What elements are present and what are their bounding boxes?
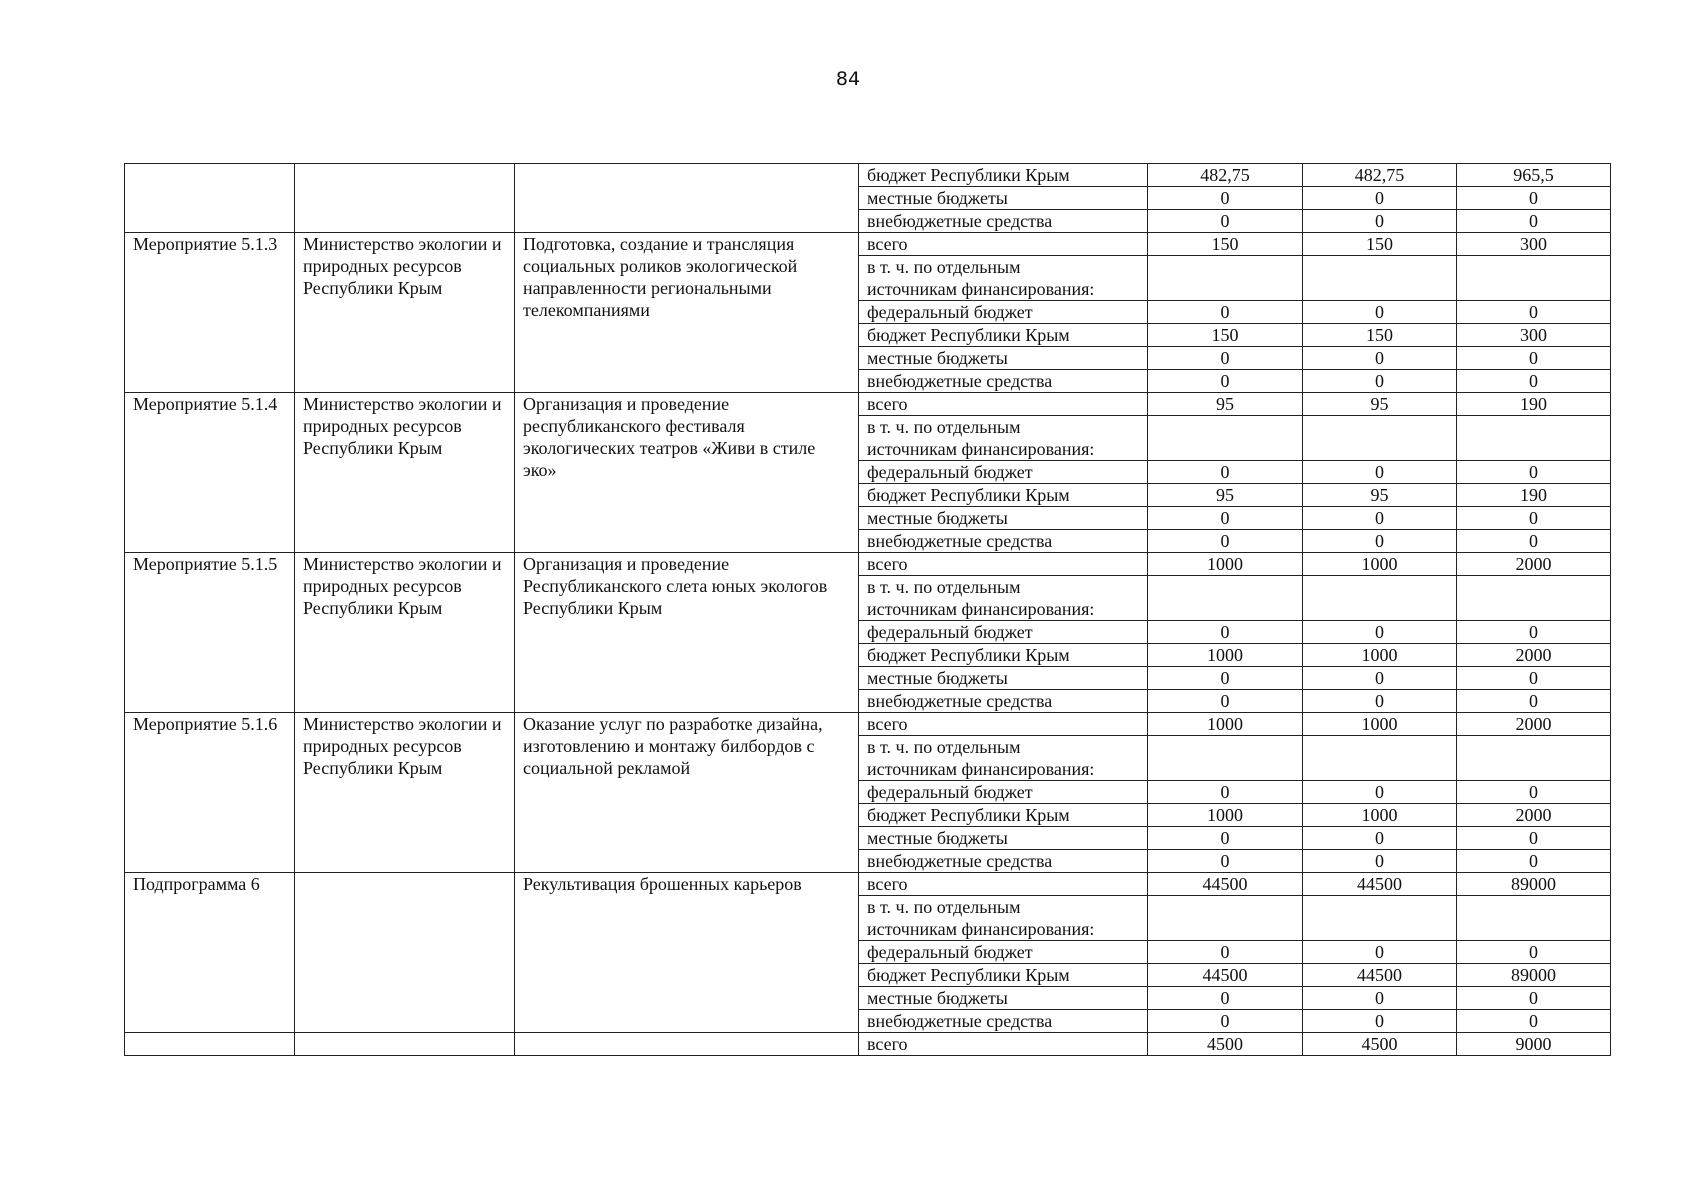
source-line: в т. ч. по отдельным (867, 577, 1021, 597)
value-cell: 0 (1457, 941, 1611, 964)
value-cell: 150 (1148, 324, 1303, 347)
source-cell: бюджет Республики Крым (859, 644, 1148, 667)
source-cell: местные бюджеты (859, 507, 1148, 530)
value-cell: 1000 (1303, 713, 1457, 736)
source-cell: всего (859, 1033, 1148, 1056)
value-cell: 44500 (1148, 964, 1303, 987)
value-cell: 9000 (1457, 1033, 1611, 1056)
source-line: источникам финансирования: (867, 439, 1095, 459)
value-cell: 4500 (1148, 1033, 1303, 1056)
value-cell: 2000 (1457, 713, 1611, 736)
value-cell: 44500 (1303, 873, 1457, 896)
value-cell: 89000 (1457, 964, 1611, 987)
value-cell: 44500 (1148, 873, 1303, 896)
value-cell: 95 (1303, 484, 1457, 507)
executor-cell: Министерство экологии и природных ресурсов Республики Крым (295, 553, 515, 713)
value-cell: 0 (1457, 781, 1611, 804)
value-cell: 0 (1303, 301, 1457, 324)
value-cell: 89000 (1457, 873, 1611, 896)
event-cell: Подпрограмма 6 (125, 873, 295, 1033)
value-cell (1148, 416, 1303, 461)
source-cell: местные бюджеты (859, 987, 1148, 1010)
value-cell (1148, 736, 1303, 781)
value-cell: 0 (1457, 850, 1611, 873)
source-cell: внебюджетные средства (859, 690, 1148, 713)
source-line: в т. ч. по отдельным (867, 417, 1021, 437)
value-cell: 0 (1148, 210, 1303, 233)
source-line: в т. ч. по отдельным (867, 737, 1021, 757)
value-cell: 150 (1303, 324, 1457, 347)
source-cell: бюджет Республики Крым (859, 324, 1148, 347)
value-cell: 2000 (1457, 644, 1611, 667)
source-cell: федеральный бюджет (859, 621, 1148, 644)
table-body (125, 164, 1611, 1056)
executor-cell: Министерство экологии и природных ресурсов Республики Крым (295, 233, 515, 393)
source-cell: всего (859, 713, 1148, 736)
value-cell: 95 (1303, 393, 1457, 416)
source-cell: всего (859, 873, 1148, 896)
value-cell: 0 (1303, 941, 1457, 964)
value-cell: 1000 (1303, 553, 1457, 576)
value-cell: 0 (1457, 667, 1611, 690)
source-cell: бюджет Республики Крым (859, 964, 1148, 987)
source-cell: местные бюджеты (859, 347, 1148, 370)
value-cell: 0 (1148, 850, 1303, 873)
value-cell: 150 (1303, 233, 1457, 256)
value-cell: 0 (1303, 781, 1457, 804)
value-cell: 44500 (1303, 964, 1457, 987)
source-cell: внебюджетные средства (859, 210, 1148, 233)
value-cell: 0 (1148, 667, 1303, 690)
value-cell (1148, 576, 1303, 621)
value-cell (1303, 736, 1457, 781)
value-cell (1148, 896, 1303, 941)
value-cell: 0 (1457, 370, 1611, 393)
source-cell: всего (859, 233, 1148, 256)
value-cell (1148, 256, 1303, 301)
source-line: источникам финансирования: (867, 919, 1095, 939)
source-cell: внебюджетные средства (859, 530, 1148, 553)
value-cell: 150 (1148, 233, 1303, 256)
table-row (125, 553, 1611, 576)
value-cell (1457, 736, 1611, 781)
description-cell: Организация и проведение Республиканского слета юных экологов Республики Крым (515, 553, 859, 713)
value-cell: 0 (1148, 941, 1303, 964)
value-cell: 0 (1303, 1010, 1457, 1033)
value-cell: 0 (1148, 461, 1303, 484)
value-cell: 0 (1303, 370, 1457, 393)
value-cell: 1000 (1303, 804, 1457, 827)
value-cell: 1000 (1148, 644, 1303, 667)
value-cell: 0 (1148, 1010, 1303, 1033)
value-cell: 95 (1148, 484, 1303, 507)
funding-table (124, 163, 1611, 1056)
value-cell: 482,75 (1148, 164, 1303, 187)
source-line: источникам финансирования: (867, 599, 1095, 619)
value-cell: 1000 (1148, 804, 1303, 827)
source-cell (859, 896, 1148, 941)
table-row (125, 1033, 1611, 1056)
event-cell: Мероприятие 5.1.4 (125, 393, 295, 553)
value-cell: 0 (1148, 690, 1303, 713)
source-cell: внебюджетные средства (859, 370, 1148, 393)
value-cell (1303, 256, 1457, 301)
source-cell: всего (859, 553, 1148, 576)
value-cell: 2000 (1457, 804, 1611, 827)
value-cell: 0 (1148, 530, 1303, 553)
source-cell: внебюджетные средства (859, 1010, 1148, 1033)
table-row (125, 713, 1611, 736)
value-cell: 0 (1457, 507, 1611, 530)
value-cell: 0 (1457, 827, 1611, 850)
source-line: источникам финансирования: (867, 279, 1095, 299)
value-cell: 0 (1303, 667, 1457, 690)
value-cell: 0 (1457, 621, 1611, 644)
source-cell: федеральный бюджет (859, 781, 1148, 804)
table-row (125, 233, 1611, 256)
event-cell: Мероприятие 5.1.3 (125, 233, 295, 393)
value-cell: 0 (1148, 301, 1303, 324)
value-cell: 0 (1303, 187, 1457, 210)
source-cell: федеральный бюджет (859, 941, 1148, 964)
value-cell: 2000 (1457, 553, 1611, 576)
table-row (125, 393, 1611, 416)
source-cell (859, 736, 1148, 781)
executor-cell (295, 873, 515, 1033)
source-cell: федеральный бюджет (859, 461, 1148, 484)
value-cell (1457, 576, 1611, 621)
value-cell: 0 (1303, 827, 1457, 850)
value-cell: 965,5 (1457, 164, 1611, 187)
source-cell: федеральный бюджет (859, 301, 1148, 324)
value-cell: 0 (1457, 690, 1611, 713)
value-cell: 0 (1303, 530, 1457, 553)
event-cell: Мероприятие 5.1.6 (125, 713, 295, 873)
source-cell: бюджет Республики Крым (859, 484, 1148, 507)
source-cell: местные бюджеты (859, 187, 1148, 210)
source-cell: местные бюджеты (859, 667, 1148, 690)
value-cell: 1000 (1148, 553, 1303, 576)
description-cell (515, 1033, 859, 1056)
description-cell (515, 164, 859, 233)
source-line: в т. ч. по отдельным (867, 897, 1021, 917)
value-cell (1457, 256, 1611, 301)
value-cell: 1000 (1148, 713, 1303, 736)
source-cell: всего (859, 393, 1148, 416)
executor-cell: Министерство экологии и природных ресурсов Республики Крым (295, 393, 515, 553)
source-cell: бюджет Республики Крым (859, 804, 1148, 827)
value-cell: 0 (1148, 621, 1303, 644)
description-cell: Оказание услуг по разработке дизайна, изготовлению и монтажу билбордов с социальной рекламой (515, 713, 859, 873)
event-cell (125, 1033, 295, 1056)
value-cell: 482,75 (1303, 164, 1457, 187)
source-cell: местные бюджеты (859, 827, 1148, 850)
value-cell: 0 (1148, 347, 1303, 370)
value-cell: 0 (1457, 187, 1611, 210)
value-cell: 0 (1303, 461, 1457, 484)
value-cell: 4500 (1303, 1033, 1457, 1056)
source-cell: внебюджетные средства (859, 850, 1148, 873)
value-cell: 0 (1303, 690, 1457, 713)
value-cell: 0 (1457, 301, 1611, 324)
source-line: в т. ч. по отдельным (867, 257, 1021, 277)
value-cell: 0 (1303, 621, 1457, 644)
table-row (125, 164, 1611, 187)
source-cell (859, 256, 1148, 301)
value-cell: 190 (1457, 393, 1611, 416)
source-cell (859, 416, 1148, 461)
event-cell (125, 164, 295, 233)
value-cell: 0 (1457, 461, 1611, 484)
source-cell: бюджет Республики Крым (859, 164, 1148, 187)
value-cell: 0 (1457, 1010, 1611, 1033)
value-cell: 0 (1148, 507, 1303, 530)
table-row (125, 873, 1611, 896)
value-cell: 0 (1148, 827, 1303, 850)
executor-cell (295, 1033, 515, 1056)
source-cell (859, 576, 1148, 621)
executor-cell (295, 164, 515, 233)
description-cell: Рекультивация брошенных карьеров (515, 873, 859, 1033)
value-cell: 95 (1148, 393, 1303, 416)
value-cell: 0 (1457, 530, 1611, 553)
value-cell: 300 (1457, 233, 1611, 256)
value-cell: 190 (1457, 484, 1611, 507)
value-cell: 0 (1457, 347, 1611, 370)
value-cell (1303, 576, 1457, 621)
value-cell: 0 (1303, 507, 1457, 530)
value-cell: 0 (1303, 987, 1457, 1010)
value-cell: 0 (1148, 370, 1303, 393)
value-cell: 1000 (1303, 644, 1457, 667)
executor-cell: Министерство экологии и природных ресурсов Республики Крым (295, 713, 515, 873)
page-number: 84 (835, 68, 861, 90)
value-cell (1303, 896, 1457, 941)
value-cell: 300 (1457, 324, 1611, 347)
value-cell: 0 (1303, 210, 1457, 233)
value-cell: 0 (1303, 850, 1457, 873)
description-cell: Организация и проведение республиканского фестиваля экологических театров «Живи в стиле эко» (515, 393, 859, 553)
value-cell: 0 (1457, 987, 1611, 1010)
value-cell (1303, 416, 1457, 461)
value-cell: 0 (1148, 187, 1303, 210)
value-cell: 0 (1148, 987, 1303, 1010)
source-line: источникам финансирования: (867, 759, 1095, 779)
value-cell: 0 (1303, 347, 1457, 370)
value-cell: 0 (1148, 781, 1303, 804)
value-cell (1457, 896, 1611, 941)
description-cell: Подготовка, создание и трансляция социальных роликов экологической направленности региональными телекомпаниями (515, 233, 859, 393)
value-cell: 0 (1457, 210, 1611, 233)
value-cell (1457, 416, 1611, 461)
event-cell: Мероприятие 5.1.5 (125, 553, 295, 713)
